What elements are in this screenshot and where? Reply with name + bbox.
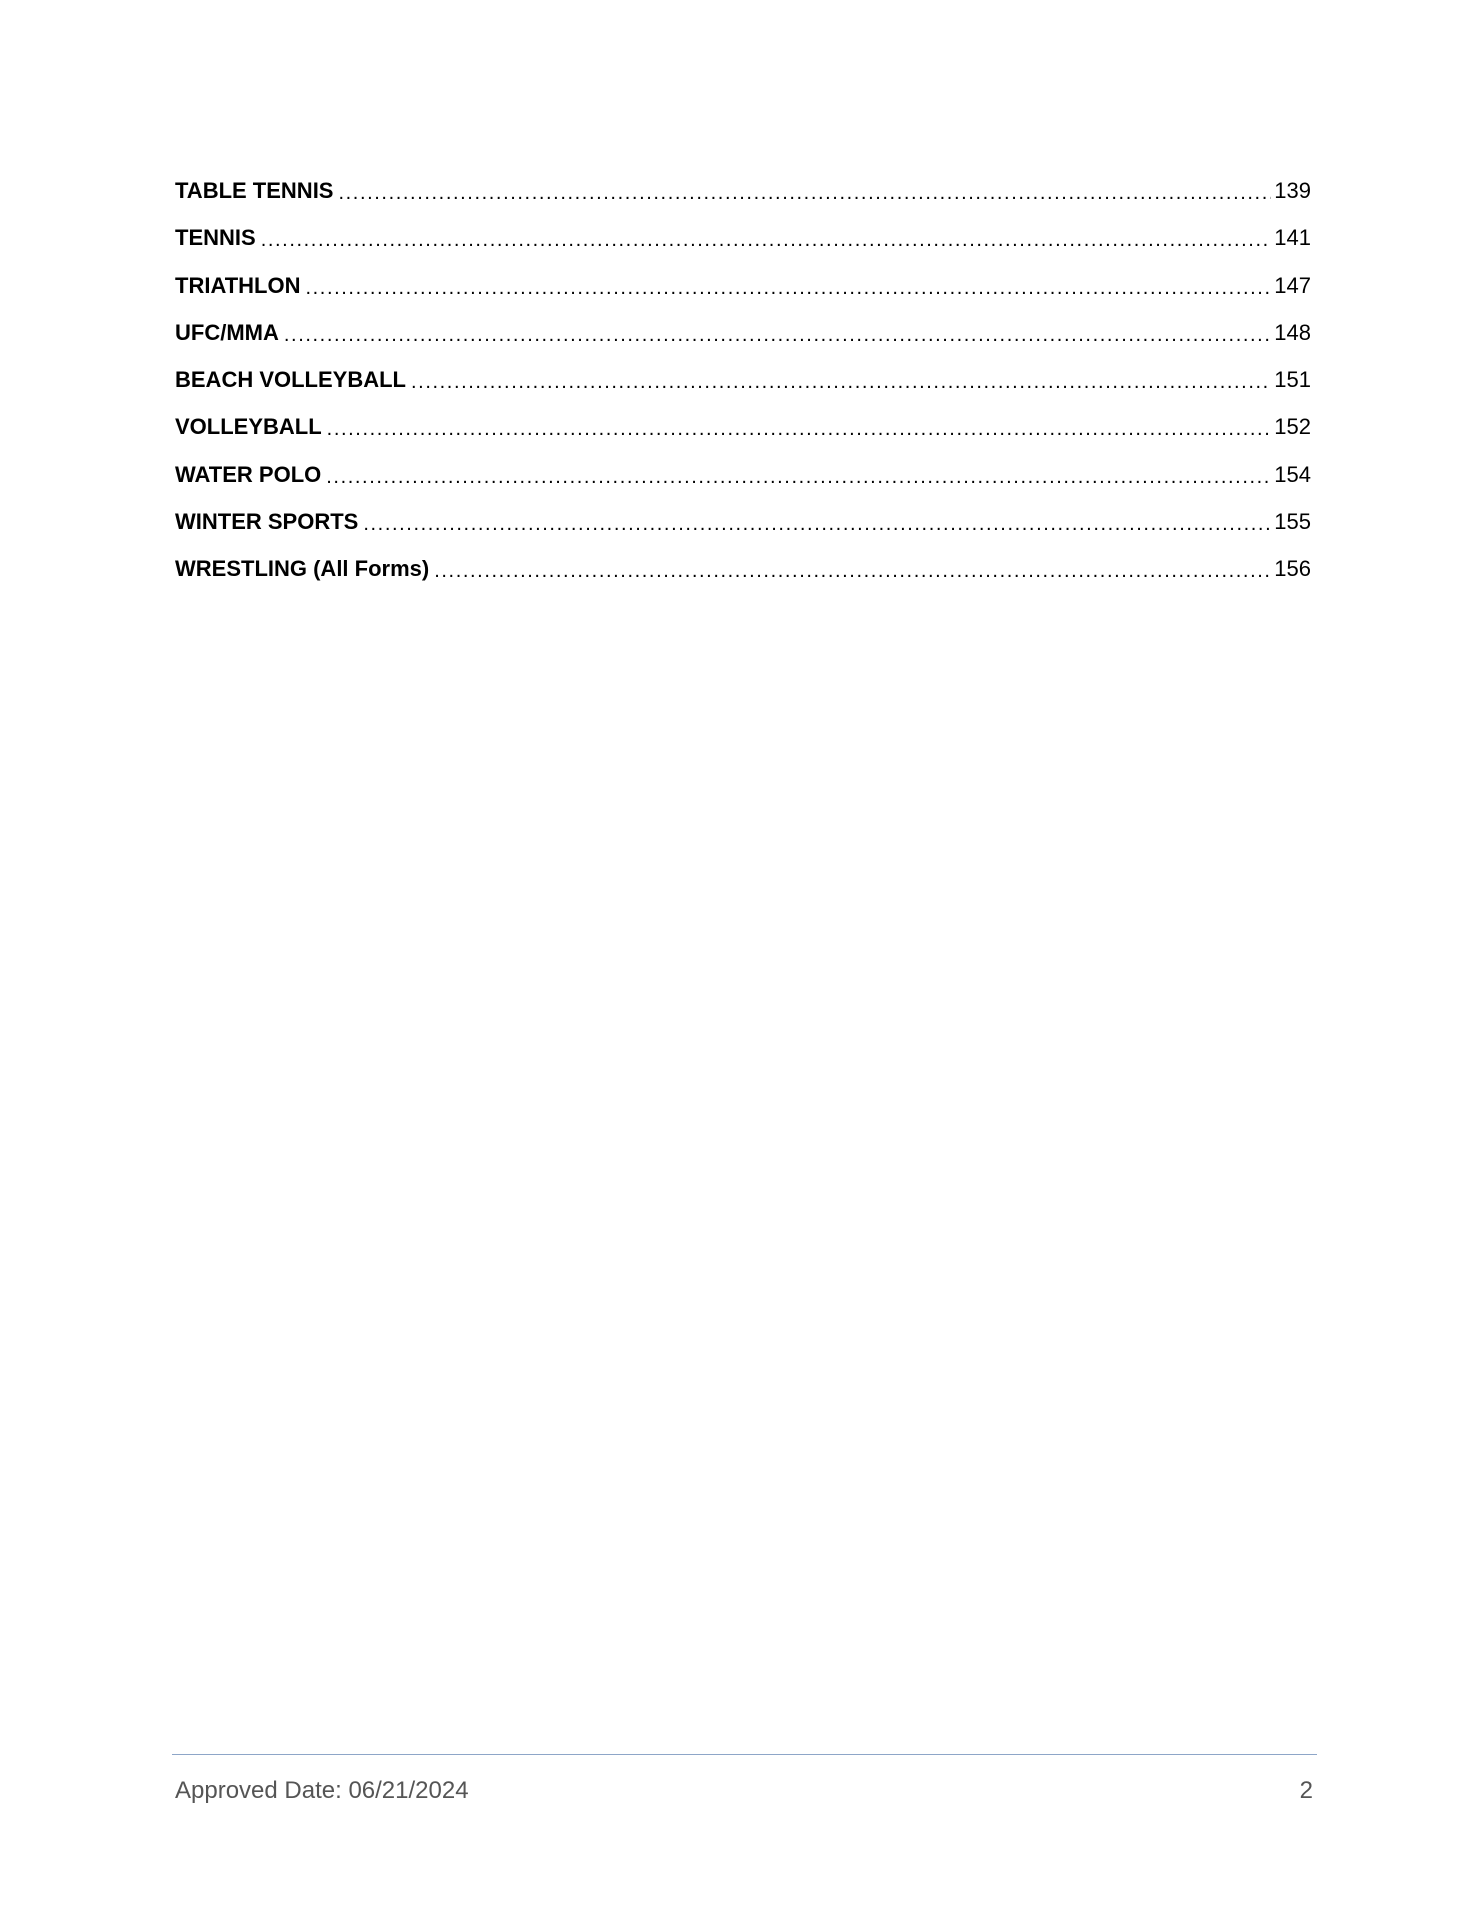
toc-entry-page: 151 [1274, 367, 1311, 393]
toc-entry-table-tennis[interactable] [175, 176, 1311, 223]
toc-entry-title: TENNIS [175, 225, 256, 251]
toc-entry-page: 152 [1274, 414, 1311, 440]
toc-dot-leader [434, 555, 1271, 577]
toc-dot-leader [411, 366, 1271, 388]
toc-dot-leader [261, 224, 1272, 246]
toc-dot-leader [284, 319, 1271, 341]
footer-divider [172, 1754, 1317, 1755]
toc-entry-title: WATER POLO [175, 461, 322, 487]
footer-page-number: 2 [1299, 1777, 1313, 1804]
toc-entry-winter-sports[interactable] [175, 507, 1311, 554]
toc-entry-page: 141 [1274, 225, 1311, 251]
toc-entry-ufc-mma[interactable] [175, 318, 1311, 365]
toc-entry-page: 148 [1274, 319, 1311, 345]
toc-entry-title: UFC/MMA [175, 319, 279, 345]
toc-entry-page: 139 [1274, 178, 1311, 203]
toc-entry-title: VOLLEYBALL [175, 414, 322, 440]
toc-entry-triathlon[interactable] [175, 271, 1311, 318]
toc-dot-leader [363, 508, 1271, 530]
toc-dot-leader [305, 272, 1271, 294]
toc-entry-page: 156 [1274, 556, 1311, 582]
toc-entry-page: 154 [1274, 461, 1311, 487]
toc-entry-water-polo[interactable] [175, 460, 1311, 507]
toc-dot-leader [327, 413, 1272, 435]
toc-entry-beach-volleyball[interactable] [175, 365, 1311, 412]
toc-entry-title: TABLE TENNIS [175, 178, 334, 203]
footer-approved-date: Approved Date: 06/21/2024 [175, 1777, 469, 1804]
table-of-contents [175, 176, 1311, 602]
toc-entry-tennis[interactable] [175, 223, 1311, 270]
toc-entry-title: BEACH VOLLEYBALL [175, 367, 406, 393]
toc-entry-title: WRESTLING (All Forms) [175, 556, 430, 582]
toc-dot-leader [326, 461, 1271, 483]
toc-entry-page: 155 [1274, 509, 1311, 535]
toc-dot-leader [338, 177, 1271, 199]
toc-entry-volleyball[interactable] [175, 412, 1311, 459]
toc-entry-wrestling[interactable] [175, 554, 1311, 601]
toc-entry-title: TRIATHLON [175, 272, 301, 298]
toc-entry-page: 147 [1274, 272, 1311, 298]
toc-entry-title: WINTER SPORTS [175, 509, 359, 535]
